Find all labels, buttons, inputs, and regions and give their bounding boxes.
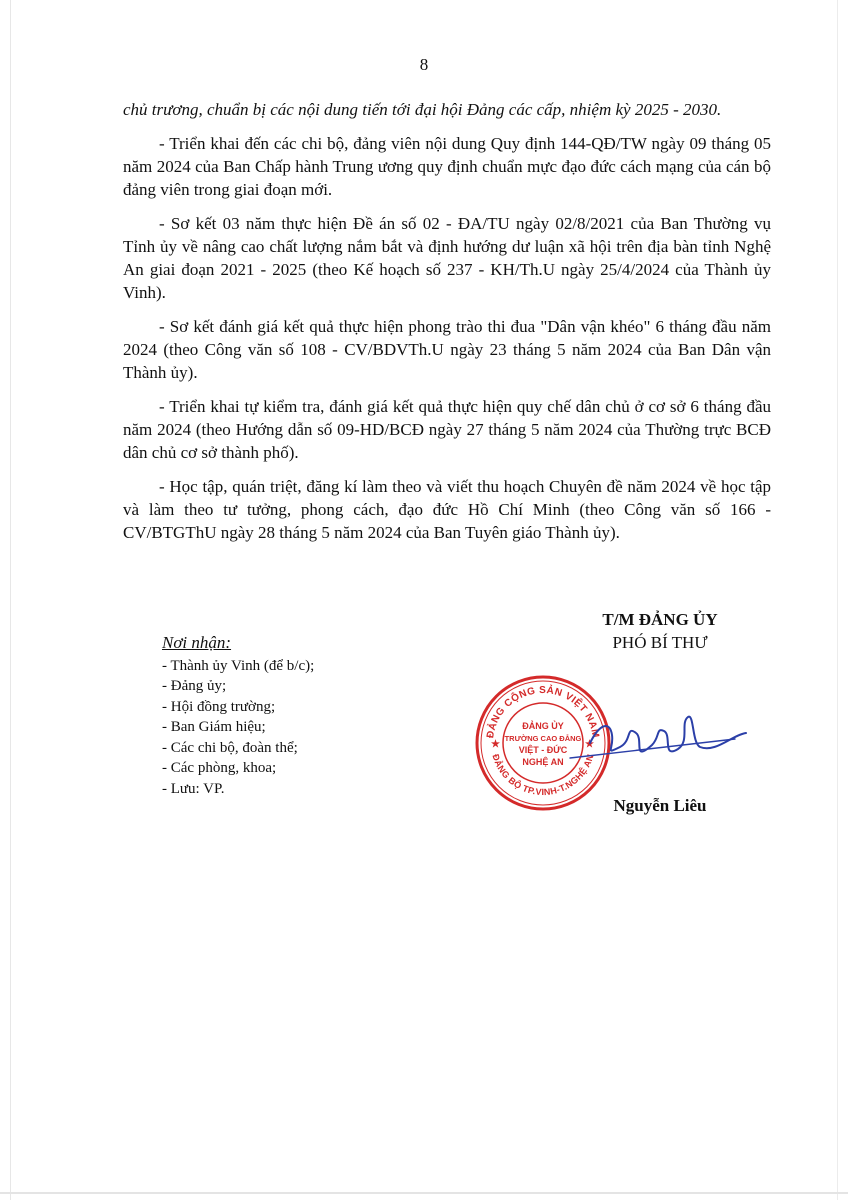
- signer-name: Nguyễn Liêu: [613, 796, 707, 815]
- stamp-inner-line: VIỆT - ĐỨC: [518, 745, 568, 755]
- recipient-item: - Đảng ủy;: [162, 678, 227, 694]
- scan-edge-right: [837, 0, 838, 1200]
- scan-edge-bottom: [0, 1192, 848, 1194]
- paragraph-item: - Học tập, quán triệt, đăng kí làm theo và viết thu hoạch Chuyên đề năm 2024 về học tập và làm theo tư tưởng, phong cách, đạo đức Hồ Chí Minh (theo Công văn số 166 - CV/BTGThU ngày 28 tháng 5 năm 2024 của Ban Tuyên giáo Thành ủy).: [123, 477, 771, 542]
- paragraph-continuation: chủ trương, chuẩn bị các nội dung tiến tới đại hội Đảng các cấp, nhiệm kỳ 2025 - 2030.: [123, 100, 722, 119]
- paragraph-item: - Sơ kết đánh giá kết quả thực hiện phong trào thi đua "Dân vận khéo" 6 tháng đầu năm 2024 (theo Công văn số 108 - CV/BDVTh.U ngày 23 tháng 5 năm 2024 của Ban Dân vận Thành ủy).: [123, 317, 771, 382]
- recipients-title: Nơi nhận:: [162, 633, 232, 652]
- paragraph-item: - Triển khai tự kiểm tra, đánh giá kết quả thực hiện quy chế dân chủ ở cơ sở 6 tháng đầu năm 2024 (theo Hướng dẫn số 09-HD/BCĐ ngày 27 tháng 5 năm 2024 của Thường trực BCĐ dân chủ cơ sở thành phố).: [123, 397, 771, 462]
- page-number: 8: [419, 55, 429, 74]
- stamp-outer-text: ĐẢNG CỘNG SẢN VIỆT NAM: [485, 685, 601, 740]
- handwritten-signature: [560, 703, 750, 783]
- paragraph-item: - Triển khai đến các chi bộ, đảng viên nội dung Quy định 144-QĐ/TW ngày 09 tháng 05 năm 2024 của Ban Chấp hành Trung ương quy định chuẩn mực đạo đức cách mạng của cán bộ đảng viên trong giai đoạn mới.: [123, 134, 771, 199]
- recipients-block: [162, 633, 314, 799]
- recipient-item: - Các phòng, khoa;: [162, 760, 277, 776]
- paragraph-item: - Sơ kết 03 năm thực hiện Đề án số 02 - ĐA/TU ngày 02/8/2021 của Ban Thường vụ Tỉnh ủy về nâng cao chất lượng nắm bắt và định hướng dư luận xã hội trên địa bàn tỉnh Nghệ An giai đoạn 2021 - 2025 (theo Kế hoạch số 237 - KH/Th.U ngày 25/4/2024 của Thành ủy Vinh).: [123, 214, 771, 302]
- body-text: [123, 98, 771, 555]
- recipient-item: - Thành ủy Vinh (để b/c);: [162, 657, 315, 674]
- recipients-list: [162, 656, 314, 800]
- signer-position: PHÓ BÍ THƯ: [612, 633, 708, 652]
- recipient-item: - Hội đồng trường;: [162, 698, 276, 715]
- signature-block: [560, 608, 760, 815]
- signer-role: T/M ĐẢNG ỦY: [602, 610, 718, 629]
- star-icon: ★: [491, 739, 500, 750]
- recipient-item: - Lưu: VP.: [162, 780, 225, 797]
- scan-edge-left: [10, 0, 11, 1200]
- recipient-item: - Ban Giám hiệu;: [162, 719, 266, 735]
- stamp-outer-bottom: ĐẢNG BỘ TP.VINH-T.NGHỆ AN: [490, 752, 596, 798]
- stamp-inner-line: ĐẢNG ỦY: [522, 721, 564, 731]
- recipient-item: - Các chi bộ, đoàn thể;: [162, 739, 298, 756]
- star-icon: ★: [585, 739, 594, 750]
- stamp-inner-line: TRƯỜNG CAO ĐẲNG: [504, 734, 582, 743]
- stamp-inner-line: NGHỆ AN: [522, 757, 564, 767]
